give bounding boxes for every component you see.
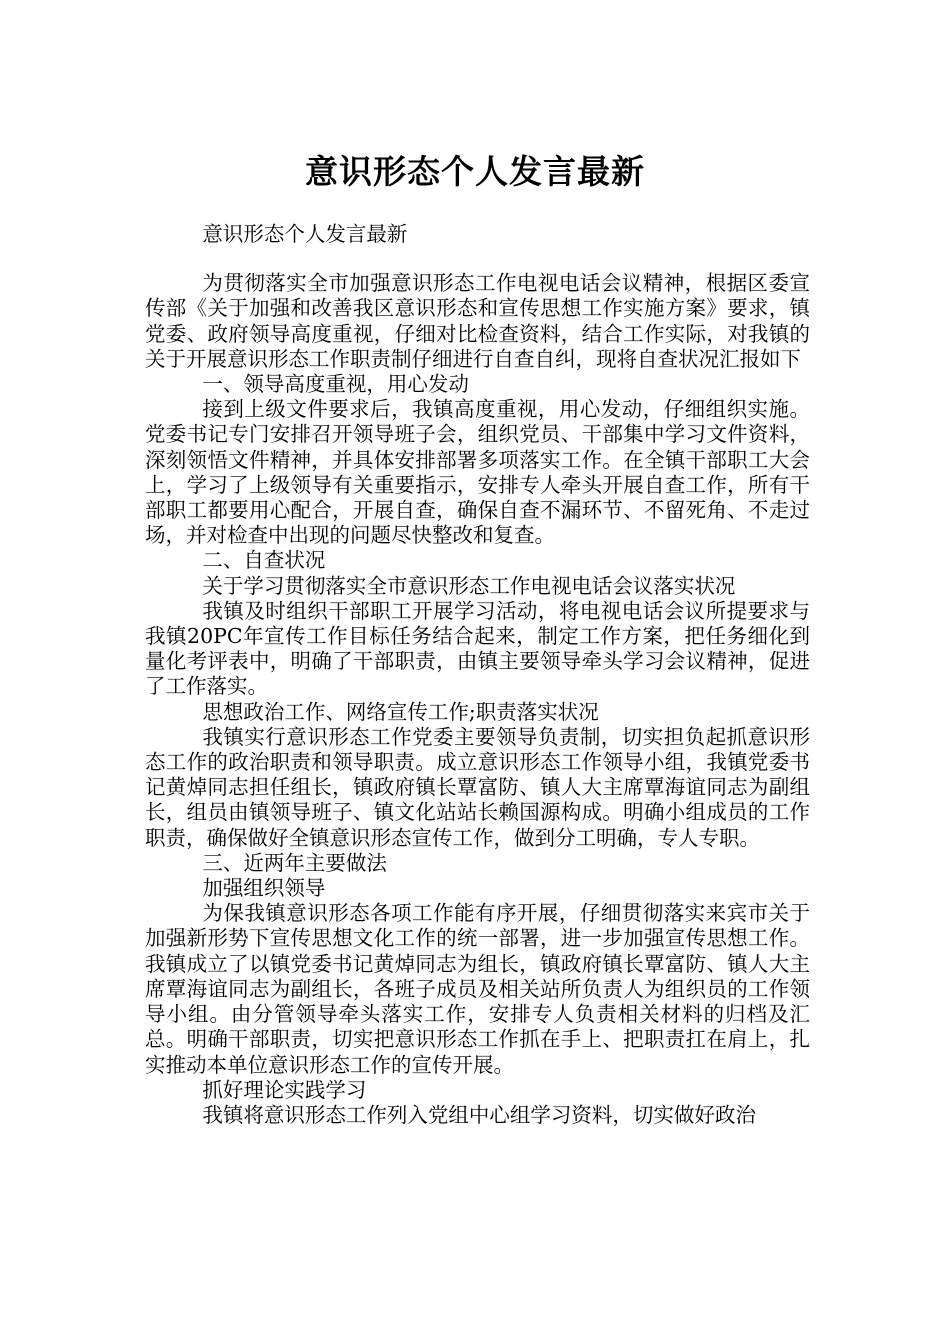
body-paragraph: 我镇实行意识形态工作党委主要领导负责制，切实担负起抓意识形态工作的政治职责和领导职责。成立意识形态工作领导小组，我镇党委书记黄焯同志担任组长，镇政府镇长覃富防、镇人大主席覃海谊同志为副组长，组员由镇领导班子、镇文化站站长赖国源构成。明确小组成员的工作职责，确保做好全镇意识形态宣传工作，做到分工明确，专人专职。 bbox=[145, 724, 810, 850]
document-title: 意识形态个人发言最新 bbox=[305, 152, 645, 192]
body-paragraph: 接到上级文件要求后，我镇高度重视，用心发动，仔细组织实施。党委书记专门安排召开领导班子会，组织党员、干部集中学习文件资料，深刻领悟文件精神，并具体安排部署多项落实工作。在全镇干部职工大会上，学习了上级领导有关重要指示，安排专人牵头开展自查工作，所有干部职工都要用心配合，开展自查，确保自查不漏环节、不留死角、不走过场，并对检查中出现的问题尽快整改和复查。 bbox=[145, 397, 810, 548]
document-subtitle: 意识形态个人发言最新 bbox=[202, 222, 408, 246]
intro-paragraph: 为贯彻落实全市加强意识形态工作电视电话会议精神，根据区委宣传部《关于加强和改善我区意识形态和宣传思想工作实施方案》要求，镇党委、政府领导高度重视，仔细对比检查资料，结合工作实际，对我镇的关于开展意识形态工作职责制仔细进行自查自纠，现将自查状况汇报如下 bbox=[145, 271, 810, 371]
body-paragraph: 我镇将意识形态工作列入党组中心组学习资料，切实做好政治 bbox=[202, 1102, 756, 1127]
sub-heading: 抓好理论实践学习 bbox=[202, 1077, 367, 1102]
body-paragraph: 我镇及时组织干部职工开展学习活动，将电视电话会议所提要求与我镇20PC年宣传工作目标任务结合起来，制定工作方案，把任务细化到量化考评表中，明确了干部职责，由镇主要领导牵头学习会议精神，促进了工作落实。 bbox=[145, 598, 810, 699]
sub-heading: 加强组织领导 bbox=[202, 876, 326, 901]
document-body bbox=[145, 222, 810, 1128]
sub-heading: 思想政治工作、网络宣传工作;职责落实状况 bbox=[202, 699, 599, 724]
section-heading-3: 三、近两年主要做法 bbox=[202, 850, 387, 875]
body-paragraph: 为保我镇意识形态各项工作能有序开展，仔细贯彻落实来宾市关于加强新形势下宣传思想文化工作的统一部署，进一步加强宣传思想工作。我镇成立了以镇党委书记黄焯同志为组长，镇政府镇长覃富防、镇人大主席覃海谊同志为副组长，各班子成员及相关站所负责人为组织员的工作领导小组。由分管领导牵头落实工作，安排专人负责相关材料的归档及汇总。明确干部职责，切实把意识形态工作抓在手上、把职责扛在肩上，扎实推动本单位意识形态工作的宣传开展。 bbox=[145, 901, 810, 1077]
section-heading-1: 一、领导高度重视，用心发动 bbox=[202, 372, 469, 397]
section-heading-2: 二、自查状况 bbox=[202, 548, 326, 573]
sub-heading: 关于学习贯彻落实全市意识形态工作电视电话会议落实状况 bbox=[202, 573, 736, 598]
